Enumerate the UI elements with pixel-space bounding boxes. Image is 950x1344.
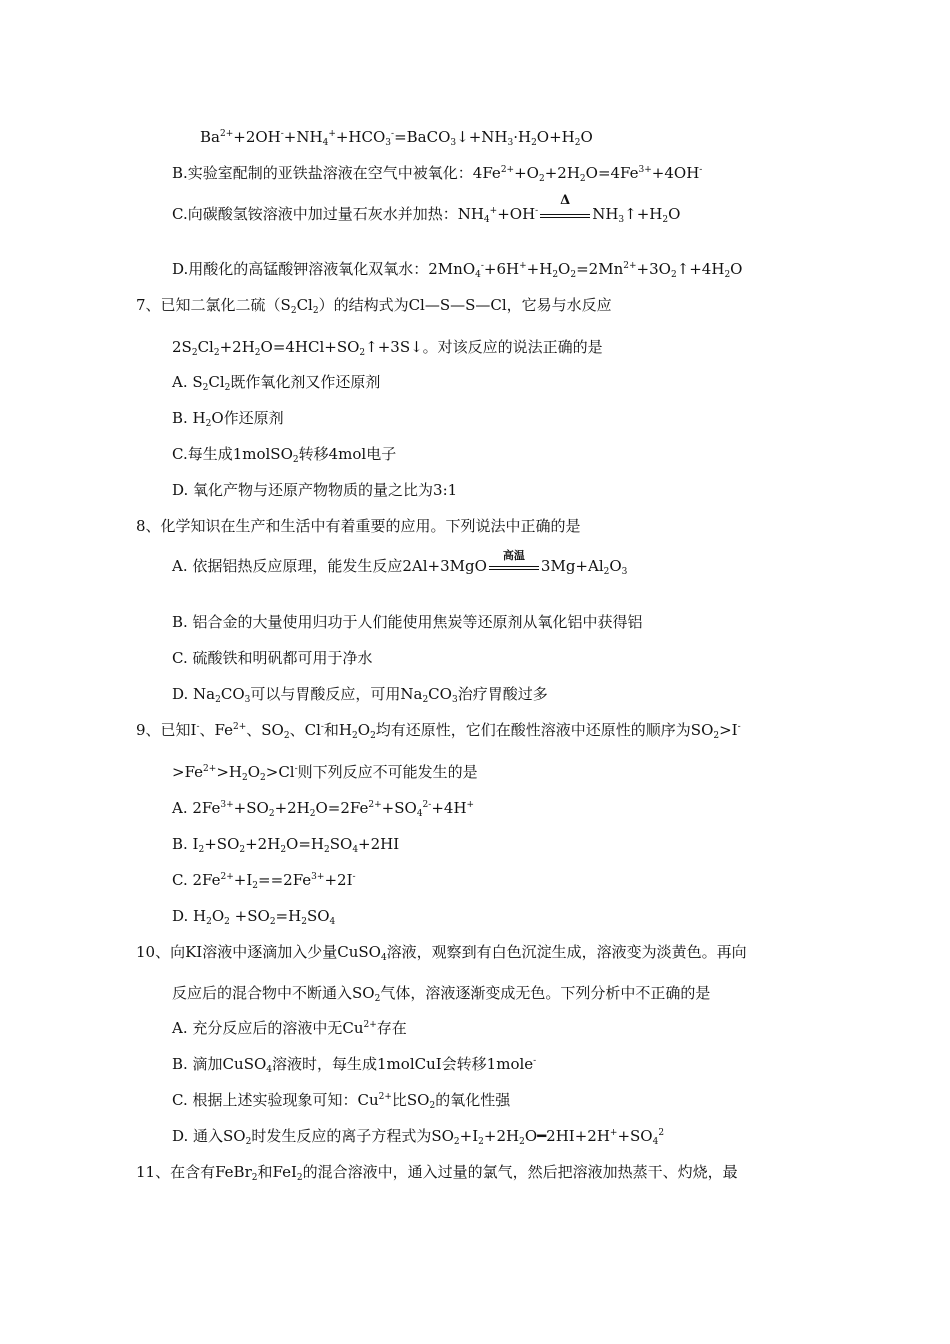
option-7a: A. $S_2Cl_2$既作氧化剂又作还原剂 [172,373,381,393]
equation-line-ba: $Ba^{2+}+2OH^-+NH_4^++HCO_3^-=BaCO_3↓+NH_3\cdot H_2O+H_2O$ [200,128,593,148]
option-10c: C. 根据上述实验现象可知：$Cu^{2+}$比$SO_2$的氧化性强 [172,1091,511,1111]
option-9b: B. $I_2+SO_2+2H_2O=H_2SO_4+2HI$ [172,835,400,855]
question-10-continued: 反应后的混合物中不断通入$SO_2$气体，溶液逐渐变成无色。下列分析中不正确的是 [172,984,711,1004]
option-8d: D. $Na_2CO_3$可以与胃酸反应，可用$Na_2CO_3$治疗胃酸过多 [172,685,548,705]
option-8a: A. 依据铝热反应原理，能发生反应2Al+3MgO 高温 $3Mg+Al_2O_3$ [172,549,628,577]
option-7b: B. $H_2O$作还原剂 [172,409,284,429]
question-7: 7、已知二氯化二硫$(S_2Cl_2)$的结构式为Cl—S—S—Cl，它易与水反应 [136,296,612,316]
question-11: 11、在含有FeBr$_2$和FeI$_2$的混合溶液中，通入过量的氯气，然后把溶液加热蒸干、灼烧，最 [136,1163,738,1183]
high-temperature-condition: 高温 [489,557,539,577]
option-6d: D.用酸化的高锰酸钾溶液氧化双氧水：$2MnO_4^-+6H^++H_2O_2=2Mn^{2+}+3O_2↑+4H_2O$ [172,260,743,280]
option-9a: A. $2Fe^{3+}+SO_2+2H_2O=2Fe^{2+}+SO_4^{2-}+4H^+$ [172,799,475,819]
option-8b: B. 铝合金的大量使用归功于人们能使用焦炭等还原剂从氧化铝中获得铝 [172,613,643,631]
option-7c: C.每生成1molSO$_2$转移4mol电子 [172,445,397,465]
question-9: 9、已知I-、$Fe^{2+}$、$SO_2$、Cl-和$H_2O_2$均有还原性，它们在酸性溶液中还原性的顺序为$SO_2>I^-$ [136,721,741,741]
question-9-continued: $>Fe^{2+}>H_2O_2>Cl^-$则下列反应不可能发生的是 [172,763,478,783]
option-10b: B. 滴加CuSO$_4$溶液时，每生成1molCuI会转移1mole- [172,1055,537,1075]
option-10d: D. 通入$SO_2$时发生反应的离子方程式为$SO_2+I_2+2H_2O━2HI+2H^++SO_4^2$ [172,1127,665,1147]
option-6b: B.实验室配制的亚铁盐溶液在空气中被氧化：$4Fe^{2+}+O_2+2H_2O=4Fe^{3+}+4OH^-$ [172,164,703,184]
question-10: 10、向KI溶液中逐滴加入少量CuSO$_4$溶液，观察到有白色沉淀生成，溶液变为淡黄色。再向 [136,943,747,963]
heating-condition: Δ [540,205,590,225]
option-6c: C.向碳酸氢铵溶液中加过量石灰水并加热：$NH_4^++OH^-$ Δ $NH_3↑+H_2O$ [172,193,681,225]
option-7d: D. 氧化产物与还原产物物质的量之比为3:1 [172,481,458,499]
option-8c: C. 硫酸铁和明矾都可用于净水 [172,649,373,667]
question-8: 8、化学知识在生产和生活中有着重要的应用。下列说法中正确的是 [136,517,581,535]
question-7-equation: $2S_2Cl_2+2H_2O=4HCl+SO_2↑+3S↓$。对该反应的说法正确的是 [172,338,603,358]
option-9d: D. $H_2O_2 +SO_2=H_2SO_4$ [172,907,336,927]
option-9c: C. $2Fe^{2+}+I_2==2Fe^{3+}+2I^-$ [172,871,356,891]
option-10a: A. 充分反应后的溶液中无$Cu^{2+}$存在 [172,1019,407,1037]
